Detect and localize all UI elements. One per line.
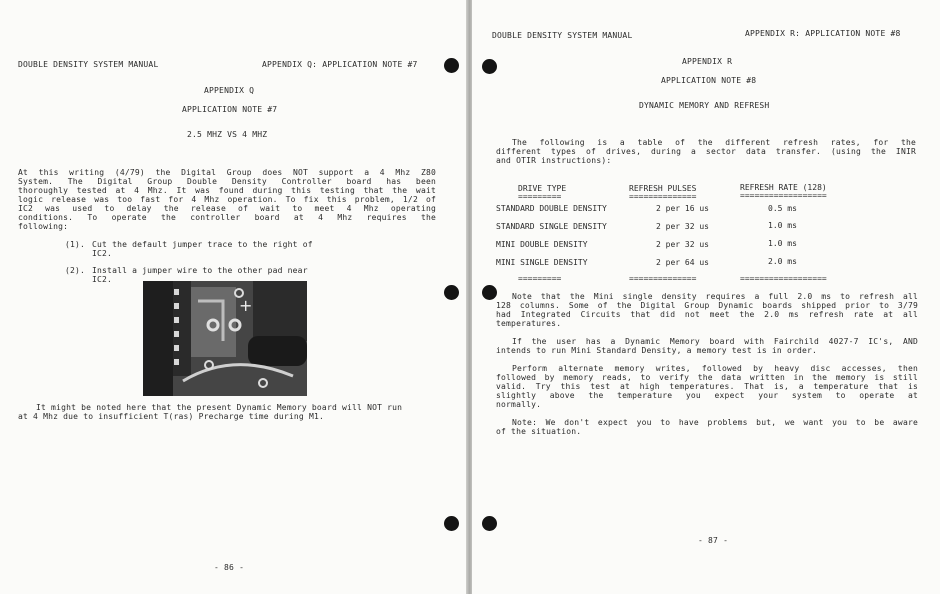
text-line: intends to run Mini Standard Density, a memory test is in order. <box>496 346 818 355</box>
step-text: IC2. <box>92 249 113 258</box>
text-line: normally. <box>496 400 542 409</box>
text-line: valid. Try this test at high temperatures. That is, a temperature that is <box>496 382 918 391</box>
binder-hole <box>444 58 459 73</box>
right-header-left: DOUBLE DENSITY SYSTEM MANUAL <box>492 31 633 40</box>
left-note-title: APPLICATION NOTE #7 <box>182 105 278 114</box>
text-line: The following is a table of the different refresh rates, for the <box>512 138 916 147</box>
table-cell: 2.0 ms <box>768 257 797 266</box>
table-cell: 2 per 32 us <box>656 222 709 231</box>
table-header: REFRESH RATE (128) <box>740 183 827 192</box>
step-text: IC2. <box>92 275 113 284</box>
table-cell: MINI DOUBLE DENSITY <box>496 240 588 249</box>
circuit-board-photo <box>143 281 307 396</box>
step-number: (1). <box>65 240 86 249</box>
right-header-right: APPENDIX R: APPLICATION NOTE #8 <box>745 29 901 38</box>
table-header: DRIVE TYPE <box>518 184 567 193</box>
table-cell: STANDARD SINGLE DENSITY <box>496 222 607 231</box>
right-subtitle: DYNAMIC MEMORY AND REFRESH <box>639 101 770 110</box>
text-line: different types of drives, during a sector data transfer. (using the INIR <box>496 147 916 156</box>
table-cell: 2 per 64 us <box>656 258 709 267</box>
text-line: slightly above the temperature you expect your system to operate at <box>496 391 918 400</box>
left-paragraph-2-line: It might be noted here that the present Dynamic Memory board will NOT run <box>36 403 403 412</box>
text-line: logic release was too fast for 4 Mhz operation. To fix this problem, 1/2 of <box>18 195 436 204</box>
text-line: IC2 was used to delay the release of wait to meet 4 Mhz operating <box>18 204 436 213</box>
table-cell: 2 per 32 us <box>656 240 709 249</box>
left-paragraph-2-line: at 4 Mhz due to insufficient T(ras) Precharge time during M1. <box>18 412 325 421</box>
right-appendix-title: APPENDIX R <box>682 57 733 66</box>
table-cell: 0.5 ms <box>768 204 797 213</box>
left-appendix-title: APPENDIX Q <box>204 86 255 95</box>
table-header: REFRESH PULSES <box>629 184 697 193</box>
text-line: Note: We don't expect you to have problems but, we want you to be aware <box>512 418 918 427</box>
text-line: following: <box>18 222 69 231</box>
text-line: followed by memory reads, to verify the data written in the memory is still <box>496 373 918 382</box>
step-text: Install a jumper wire to the other pad near <box>92 266 308 275</box>
text-line: of the situation. <box>496 427 582 436</box>
text-line: thoroughly tested at 4 Mhz. It was found during this testing that the wait <box>18 186 436 195</box>
step-text: Cut the default jumper trace to the right of <box>92 240 313 249</box>
binder-hole <box>482 59 497 74</box>
left-page <box>0 0 468 594</box>
table-underline: ============== <box>629 192 697 201</box>
binder-hole <box>444 285 459 300</box>
table-underline: ================== <box>740 191 827 200</box>
text-line: Perform alternate memory writes, followed by heavy disc accesses, then <box>512 364 918 373</box>
text-line: 128 columns. Some of the Digital Group Dynamic boards shipped prior to 3/79 <box>496 301 918 310</box>
text-line: If the user has a Dynamic Memory board with Fairchild 4027-7 IC's, AND <box>512 337 918 346</box>
table-cell: STANDARD DOUBLE DENSITY <box>496 204 607 213</box>
binder-hole <box>482 285 497 300</box>
left-header-right: APPENDIX Q: APPLICATION NOTE #7 <box>262 60 418 69</box>
right-note-title: APPLICATION NOTE #8 <box>661 76 757 85</box>
table-footer-rule: ================== <box>740 274 827 283</box>
table-cell: 1.0 ms <box>768 239 797 248</box>
binder-hole <box>482 516 497 531</box>
table-footer-rule: ========= <box>518 274 562 283</box>
text-line: At this writing (4/79) the Digital Group does NOT support a 4 Mhz Z80 <box>18 168 436 177</box>
left-page-number: - 86 - <box>214 563 245 572</box>
left-subtitle: 2.5 MHZ VS 4 MHZ <box>187 130 268 139</box>
text-line: had Integrated Circuits that did not meet the 2.0 ms refresh rate at all <box>496 310 918 319</box>
right-page <box>472 0 940 594</box>
text-line: Note that the Mini single density requires a full 2.0 ms to refresh all <box>512 292 918 301</box>
step-number: (2). <box>65 266 86 275</box>
text-line: and OTIR instructions): <box>496 156 612 165</box>
text-line: conditions. To operate the controller board at 4 Mhz requires the <box>18 213 436 222</box>
table-cell: 2 per 16 us <box>656 204 709 213</box>
text-line: System. The Digital Group Double Density Controller board has been <box>18 177 436 186</box>
left-header-left: DOUBLE DENSITY SYSTEM MANUAL <box>18 60 159 69</box>
right-page-number: - 87 - <box>698 536 729 545</box>
binder-hole <box>444 516 459 531</box>
table-cell: MINI SINGLE DENSITY <box>496 258 588 267</box>
table-underline: ========= <box>518 192 562 201</box>
text-line: temperatures. <box>496 319 562 328</box>
table-cell: 1.0 ms <box>768 221 797 230</box>
table-footer-rule: ============== <box>629 274 697 283</box>
svg-text:+: + <box>239 296 253 315</box>
